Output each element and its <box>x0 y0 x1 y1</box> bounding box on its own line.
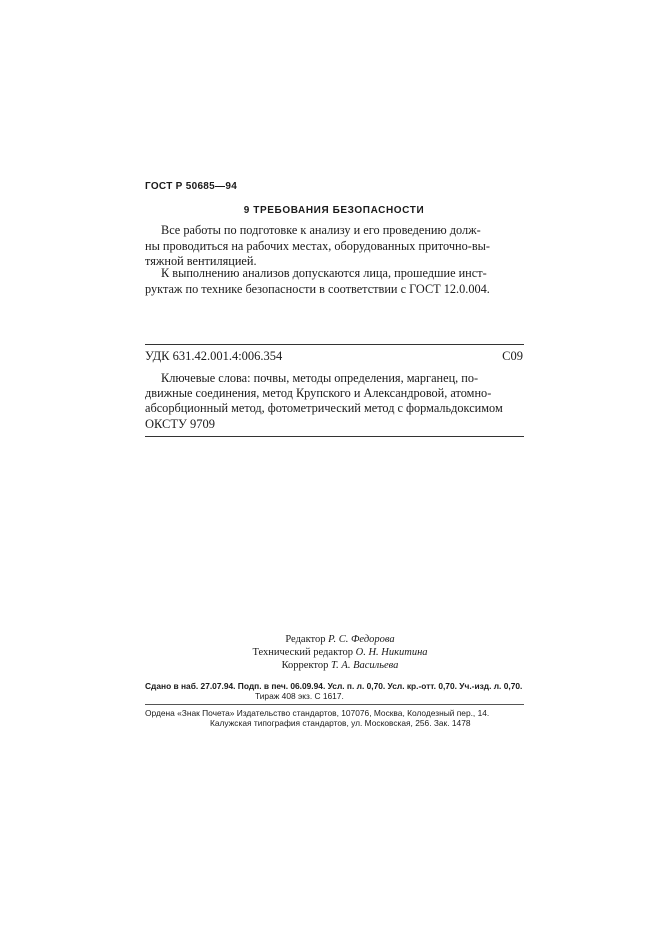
keywords-line: Ключевые слова: почвы, методы определения, марганец, по- <box>161 371 479 385</box>
staff-corrector: Корректор Т. А. Васильева <box>281 660 399 671</box>
imprint-line: Тираж 408 экз. С 1617. <box>255 691 344 701</box>
paragraph-line: Все работы по подготовке к анализу и его проведению долж- <box>161 223 481 237</box>
safety-paragraph-2 <box>145 266 525 297</box>
section-title: 9 ТРЕБОВАНИЯ БЕЗОПАСНОСТИ <box>243 205 425 216</box>
divider <box>145 344 524 345</box>
paragraph-line: К выполнению анализов допускаются лица, прошедшие инст- <box>161 266 487 280</box>
paragraph-line: ны проводиться на рабочих местах, оборудованных приточно-вы- <box>145 238 490 253</box>
paragraph-line: тяжной вентиляцией. <box>145 254 257 268</box>
classification-code: С09 <box>502 349 523 363</box>
udk-code: УДК 631.42.001.4:006.354 <box>145 349 283 363</box>
keywords <box>145 371 524 416</box>
keywords-line: движные соединения, метод Крупского и Александровой, атомно- <box>145 386 492 400</box>
paragraph-line: руктаж по технике безопасности в соответствии с ГОСТ 12.0.004. <box>145 281 490 296</box>
imprint-line: Сдано в наб. 27.07.94. Подп. в печ. 06.09.94. Усл. п. л. 0,70. Усл. кр.-отт. 0,70. Уч.-изд. л. 0,70. <box>145 681 523 691</box>
publisher-line: Калужская типография стандартов, ул. Московская, 256. Зак. 1478 <box>210 718 471 728</box>
staff-editor: Редактор Р. С. Федорова <box>285 634 395 645</box>
keywords-line: абсорбционный метод, фотометрический метод с формальдоксимом <box>145 401 503 415</box>
publisher-info <box>145 708 525 728</box>
staff-credits <box>240 633 440 672</box>
staff-tech-editor: Технический редактор О. Н. Никитина <box>252 647 428 658</box>
standard-number: ГОСТ Р 50685—94 <box>145 181 238 192</box>
divider <box>145 436 524 437</box>
publisher-line: Ордена «Знак Почета» Издательство стандартов, 107076, Москва, Колодезный пер., 14. <box>145 708 490 718</box>
safety-paragraph-1 <box>145 223 525 270</box>
print-imprint <box>145 681 525 701</box>
oksty-code: ОКСТУ 9709 <box>145 417 216 431</box>
divider <box>145 704 524 705</box>
